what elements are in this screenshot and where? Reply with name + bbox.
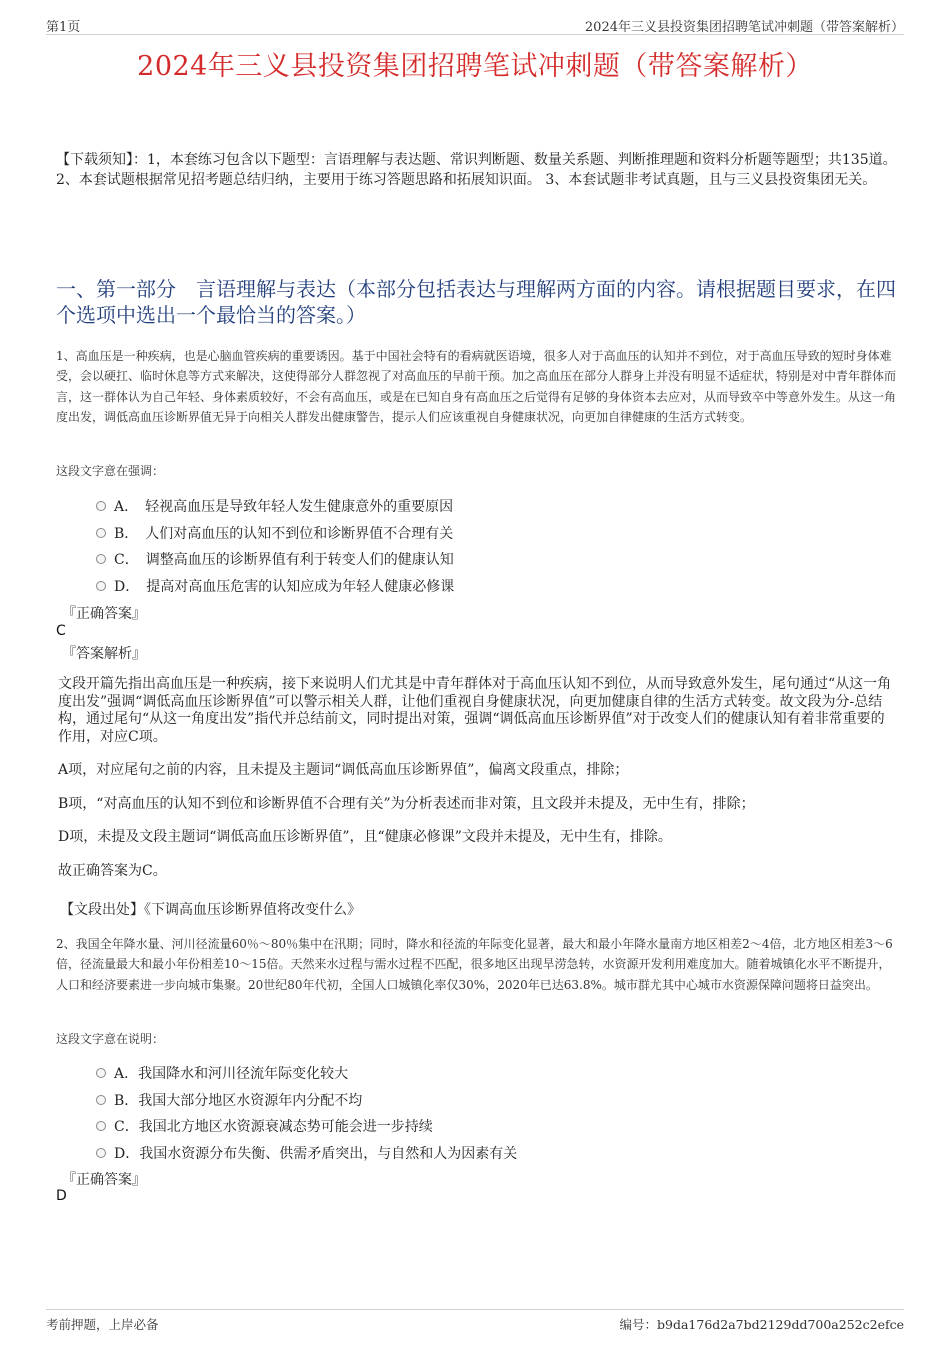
radio-icon[interactable] — [96, 554, 106, 564]
page-header — [46, 14, 904, 35]
option-d[interactable] — [96, 1143, 876, 1170]
radio-icon[interactable] — [96, 581, 106, 591]
correct-answer: D — [56, 1188, 67, 1204]
section-heading: 一、第一部分 言语理解与表达（本部分包括表达与理解两方面的内容。请根据题目要求，在四个选项中选出一个最恰当的答案。） — [56, 277, 896, 327]
analysis-label: 『答案解析』 — [62, 646, 146, 662]
correct-answer-label: 『正确答案』 — [62, 1172, 146, 1188]
option-label: D．我国水资源分布失衡、供需矛盾突出，与自然和人为因素有关 — [114, 1145, 518, 1162]
option-a[interactable] — [96, 496, 876, 523]
header-doc-title: 2024年三义县投资集团招聘笔试冲刺题（带答案解析） — [584, 20, 904, 35]
page-number: 第1页 — [46, 20, 81, 35]
radio-icon[interactable] — [96, 1068, 106, 1078]
document-id: 编号：b9da176d2a7bd2129dd700a252c2efce — [619, 1317, 904, 1332]
option-b[interactable] — [96, 523, 876, 550]
analysis-paragraph: 故正确答案为C。 — [58, 862, 167, 879]
question-1-stem: 这段文字意在强调： — [56, 464, 165, 478]
correct-answer: C — [56, 623, 66, 639]
option-a[interactable] — [96, 1063, 876, 1090]
radio-icon[interactable] — [96, 1148, 106, 1158]
question-2-text: 2、我国全年降水量、河川径流量60％～80％集中在汛期；同时，降水和径流的年际变化显著，最大和最小年降水量南方地区相差2～4倍，北方地区相差3～6倍，径流量最大和最小年份相差10～15倍。天然来水过程与需水过程不匹配，很多地区出现旱涝急转，水资源开发利用难度加大。随着城镇化水平不断提升，人口和经济要素进一步向城市集聚。20世纪80年代初，全国人口城镇化率仅30%，2020年已达63.8%。城市群尤其中心城市水资源保障问题将日益突出。 — [56, 937, 893, 992]
option-d[interactable] — [96, 576, 876, 603]
analysis-paragraph: B项，“对高血压的认知不到位和诊断界值不合理有关”为分析表述而非对策，且文段并未提及，无中生有，排除； — [58, 795, 755, 812]
question-2-options — [96, 1063, 876, 1169]
analysis-paragraph: A项，对应尾句之前的内容，且未提及主题词“调低高血压诊断界值”，偏离文段重点，排除； — [58, 762, 629, 778]
option-c[interactable] — [96, 549, 876, 576]
radio-icon[interactable] — [96, 1121, 106, 1131]
analysis-paragraph: D项，未提及文段主题词“调低高血压诊断界值”，且“健康必修课”文段并未提及，无中生有，排除。 — [58, 829, 672, 845]
radio-icon[interactable] — [96, 528, 106, 538]
option-c[interactable] — [96, 1116, 876, 1143]
question-2-stem: 这段文字意在说明： — [56, 1032, 165, 1046]
page-footer — [46, 1309, 904, 1334]
answer-analysis — [56, 676, 894, 896]
option-label: D． 提高对高血压危害的认知应成为年轻人健康必修课 — [114, 578, 455, 595]
correct-answer-label: 『正确答案』 — [62, 606, 146, 622]
option-b[interactable] — [96, 1090, 876, 1117]
text-source: 【文段出处】《下调高血压诊断界值将改变什么》 — [60, 902, 361, 918]
analysis-paragraph: 文段开篇先指出高血压是一种疾病，接下来说明人们尤其是中青年群体对于高血压认知不到位，从而导致意外发生，尾句通过“从这一角度出发”强调“调低高血压诊断界值”可以警示相关人群，让他们重视自身健康状况，向更加健康自律的生活方式转变。故文段为分-总结构，通过尾句“从这一角度出发”指代并总结前文，同时提出对策，强调“调低高血压诊断界值”对于改变人们的健康认知有着非常重要的作用，对应C项。 — [58, 676, 892, 745]
radio-icon[interactable] — [96, 1095, 106, 1105]
option-label: A． 轻视高血压是导致年轻人发生健康意外的重要原因 — [114, 499, 454, 515]
page-title: 2024年三义县投资集团招聘笔试冲刺题（带答案解析） — [137, 51, 813, 82]
radio-icon[interactable] — [96, 501, 106, 511]
footer-slogan: 考前押题，上岸必备 — [46, 1317, 159, 1332]
option-label: B．我国大部分地区水资源年内分配不均 — [114, 1092, 363, 1109]
question-1-options — [96, 496, 876, 602]
option-label: C．我国北方地区水资源衰减态势可能会进一步持续 — [114, 1119, 433, 1135]
download-notice: 【下载须知】：1，本套练习包含以下题型：言语理解与表达题、常识判断题、数量关系题、判断推理题和资料分析题等题型；共135道。 2、本套试题根据常见招考题总结归纳，主要用于练习答题思路和拓展知识面。 3、本套试题非考试真题，且与三义县投资集团无关。 — [56, 152, 897, 188]
option-label: B． 人们对高血压的认知不到位和诊断界值不合理有关 — [114, 525, 454, 542]
option-label: A．我国降水和河川径流年际变化较大 — [114, 1066, 349, 1082]
option-label: C． 调整高血压的诊断界值有利于转变人们的健康认知 — [114, 552, 454, 568]
question-1-text: 1、高血压是一种疾病，也是心脑血管疾病的重要诱因。基于中国社会特有的看病就医语境，很多人对于高血压的认知并不到位，对于高血压导致的短时身体难受，会以硬扛、临时休息等方式来解决，这使得部分人群忽视了对高血压的早前干预。加之高血压在部分人群身上并没有明显不适症状，特别是对中青年群体而言，这一群体认为自己年轻、身体素质较好，不会有高血压，或是在已知自身有高血压之后觉得有足够的身体资本去应对，从而导致卒中等意外发生。从这一角度出发，调低高血压诊断界值无异于向相关人群发出健康警告，提示人们应该重视自身健康状况，向更加自律健康的生活方式转变。 — [56, 349, 897, 425]
